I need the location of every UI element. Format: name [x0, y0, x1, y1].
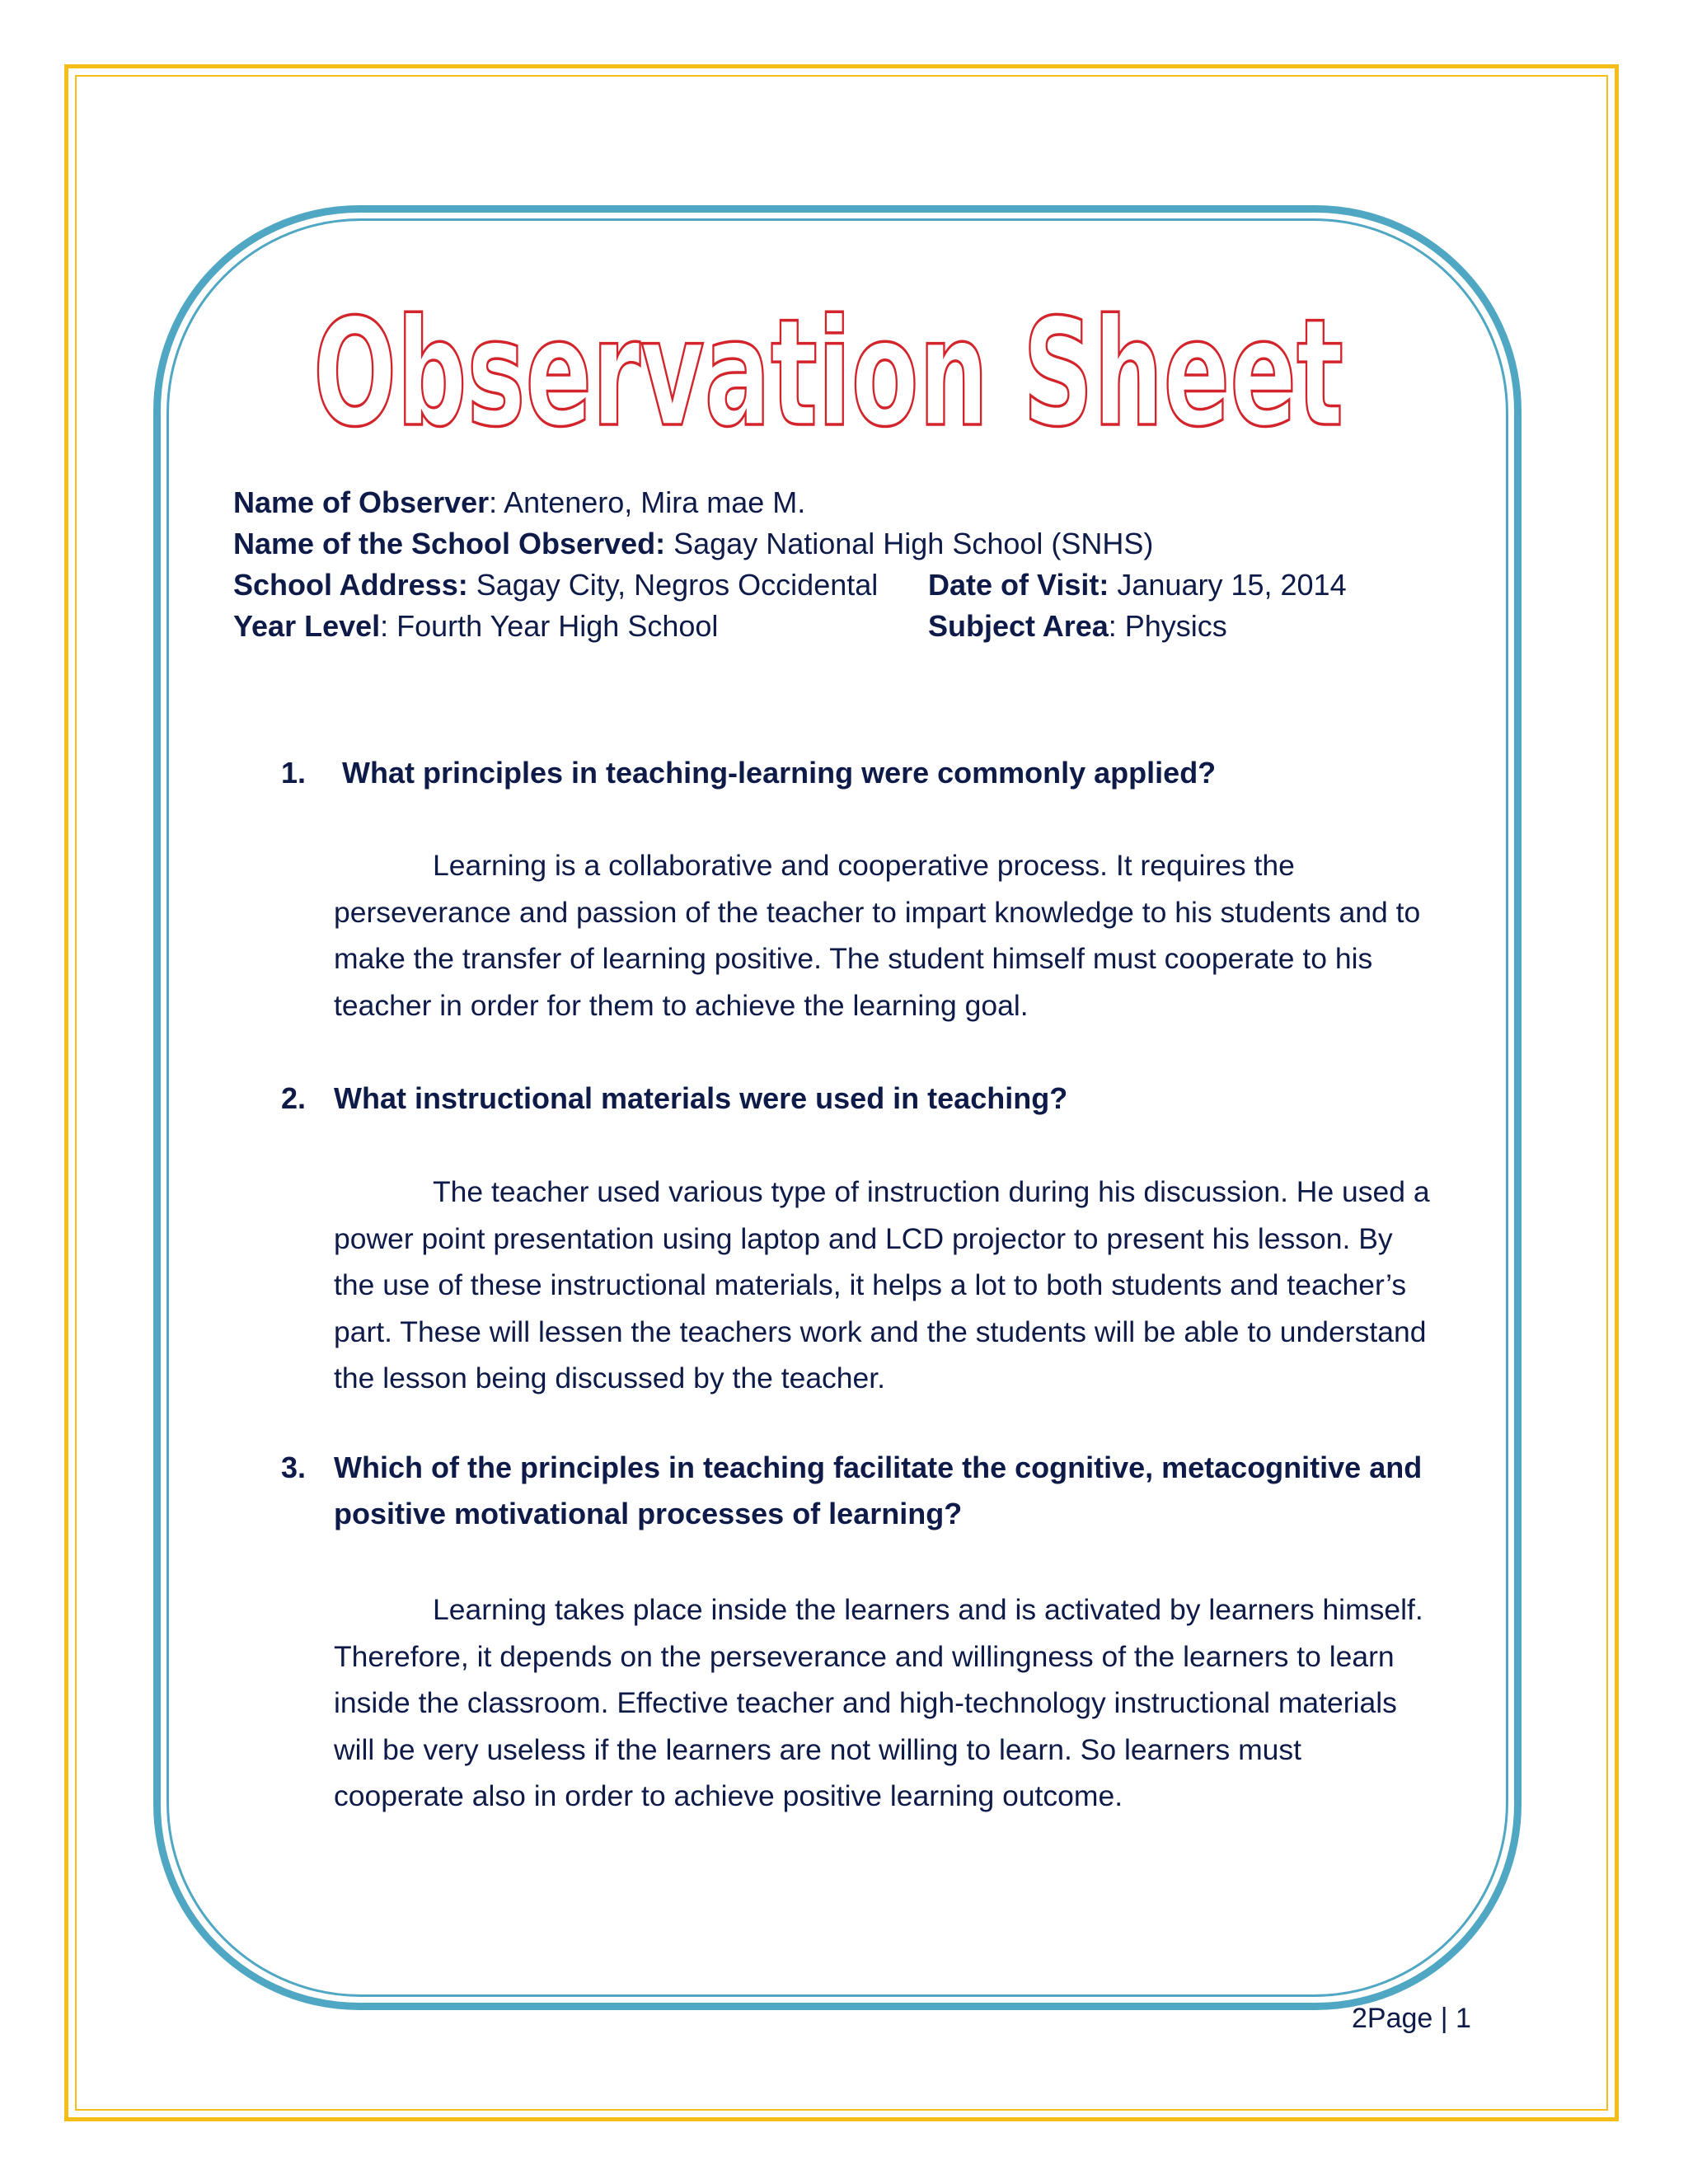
observer-label: Name of Observer: [233, 485, 490, 519]
question-3-number: 3.: [281, 1451, 307, 1484]
date-line: [928, 565, 1347, 606]
page-title: [313, 297, 1360, 453]
answer-3: Learning takes place inside the learners and is activated by learners himself. Therefore, it depends on the perseverance and willingness of the learners to learn inside the classroom. Effective teacher and high-technology instructional materials will be very useless if the learners are not willing to learn. So learners must cooperate also in order to achieve positive learning outcome.: [334, 1593, 1423, 1812]
date-label: Date of Visit:: [928, 568, 1109, 602]
question-1-number: 1.: [281, 756, 307, 790]
question-2: [283, 1076, 1437, 1122]
school-line: [233, 523, 1153, 565]
question-2-number: 2.: [281, 1081, 307, 1115]
question-3: [283, 1445, 1437, 1537]
subject-label: Subject Area: [928, 609, 1109, 643]
year-line: [233, 606, 718, 647]
question-2-text: What instructional materials were used in teaching?: [334, 1081, 1068, 1115]
observer-line: [233, 482, 805, 523]
question-3-text: Which of the principles in teaching facilitate the cognitive, metacognitive and positive motivational processes of learning?: [334, 1451, 1423, 1530]
year-value: : Fourth Year High School: [380, 609, 719, 643]
date-value: January 15, 2014: [1109, 568, 1347, 602]
answer-1: Learning is a collaborative and cooperative process. It requires the perseverance and passion of the teacher to impart knowledge to his students and to make the transfer of learning positive. The student himself must cooperate to his teacher in order for them to achieve the learning goal.: [334, 849, 1421, 1022]
subject-value: : Physics: [1108, 609, 1227, 643]
school-value: Sagay National High School (SNHS): [665, 527, 1154, 560]
school-label: Name of the School Observed:: [233, 527, 666, 560]
page-title-text: Observation Sheet: [313, 297, 1343, 453]
answer-2: The teacher used various type of instruction during his discussion. He used a power point presentation using laptop and LCD projector to present his lesson. By the use of these instructional materials, it helps a lot to both students and teacher’s part. These will lessen the teachers work and the students will be able to understand the lesson being discussed by the teacher.: [334, 1175, 1430, 1394]
observer-value: : Antenero, Mira mae M.: [489, 485, 806, 519]
page-number: 2Page | 1: [1352, 2003, 1471, 2034]
address-line: [233, 565, 878, 606]
question-1-text: What principles in teaching-learning were commonly applied?: [342, 756, 1217, 790]
address-value: Sagay City, Negros Occidental: [467, 568, 879, 602]
address-label: School Address:: [233, 568, 468, 602]
year-label: Year Level: [233, 609, 381, 643]
subject-line: [928, 606, 1227, 647]
question-1: [283, 750, 1437, 796]
